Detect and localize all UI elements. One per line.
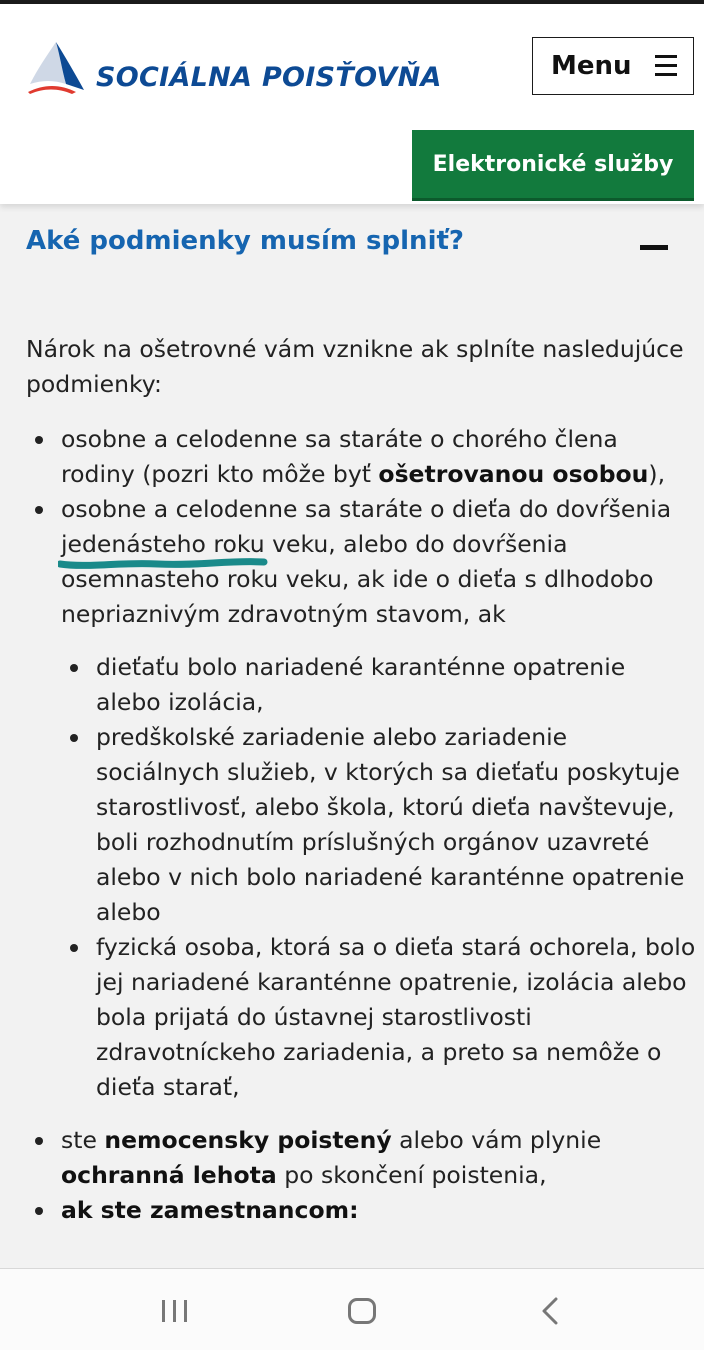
item-text: alebo vám plynie — [391, 1126, 602, 1154]
sub-list-item: fyzická osoba, ktorá sa o dieťa stará ochorela, bolo jej nariadené karanténne opatrenie, izolácia alebo bola prijatá do ústavnej starostlivosti zdravotníckeho zariadenia, a preto sa nemôže o dieťa starať, — [61, 930, 696, 1105]
protection-period-link[interactable]: ochranná lehota — [61, 1161, 277, 1189]
handwritten-underline-mark — [58, 552, 268, 574]
hamburger-icon — [655, 55, 677, 77]
menu-button[interactable] — [532, 37, 694, 95]
menu-label: Menu — [551, 51, 632, 81]
list-item — [26, 1123, 696, 1193]
recent-apps-icon[interactable] — [162, 1300, 188, 1322]
sub-list-item: dieťaťu bolo nariadené karanténne opatrenie alebo izolácia, — [61, 650, 696, 720]
item-text: po skončení poistenia, — [276, 1161, 547, 1189]
conditions-list — [26, 422, 696, 1228]
sickness-insured-link[interactable]: nemocensky poistený — [104, 1126, 392, 1154]
insured-person-link[interactable]: ošetrovanou osobou — [378, 460, 649, 488]
item-text: osobne a celodenne sa staráte o chorého člena rodiny (pozri kto môže byť — [61, 425, 618, 488]
sub-list-item: predškolské zariadenie alebo zariadenie sociálnych služieb, v ktorých sa dieťaťu poskytuje starostlivosť, alebo škola, ktorú dieťa navštevuje, boli rozhodnutím príslušných orgánov uzavreté alebo v nich bolo nariadené karanténne opatrenie alebo — [61, 720, 696, 930]
list-item — [26, 492, 696, 1105]
item-text: osobne a celodenne sa staráte o dieťa do dovŕšenia jedenásteho roku veku, alebo do dovŕšenia osemnasteho roku veku, ak ide o dieťa s dlhodobo nepriaznivým zdravotným stavom, ak — [61, 495, 672, 628]
item-text: ste — [61, 1126, 105, 1154]
list-item — [26, 422, 696, 492]
sub-conditions-list — [61, 650, 696, 1105]
section-title[interactable]: Aké podmienky musím splniť? — [26, 226, 464, 256]
android-navigation-bar — [0, 1268, 704, 1350]
electronic-services-button[interactable]: Elektronické služby — [412, 130, 694, 198]
item-text: ), — [648, 460, 666, 488]
logo-text[interactable]: SOCIÁLNA POISŤOVŇA — [96, 62, 442, 93]
section-content — [26, 332, 696, 1228]
employee-heading: ak ste zamestnancom: — [61, 1196, 359, 1224]
intro-text: Nárok na ošetrovné vám vznikne ak splníte nasledujúce podmienky: — [26, 335, 684, 398]
list-item — [26, 1193, 696, 1228]
site-header — [0, 4, 704, 204]
back-icon[interactable] — [538, 1297, 562, 1325]
logo-icon[interactable] — [26, 40, 86, 96]
home-icon[interactable] — [348, 1298, 376, 1324]
collapse-minus-icon[interactable] — [640, 245, 668, 250]
